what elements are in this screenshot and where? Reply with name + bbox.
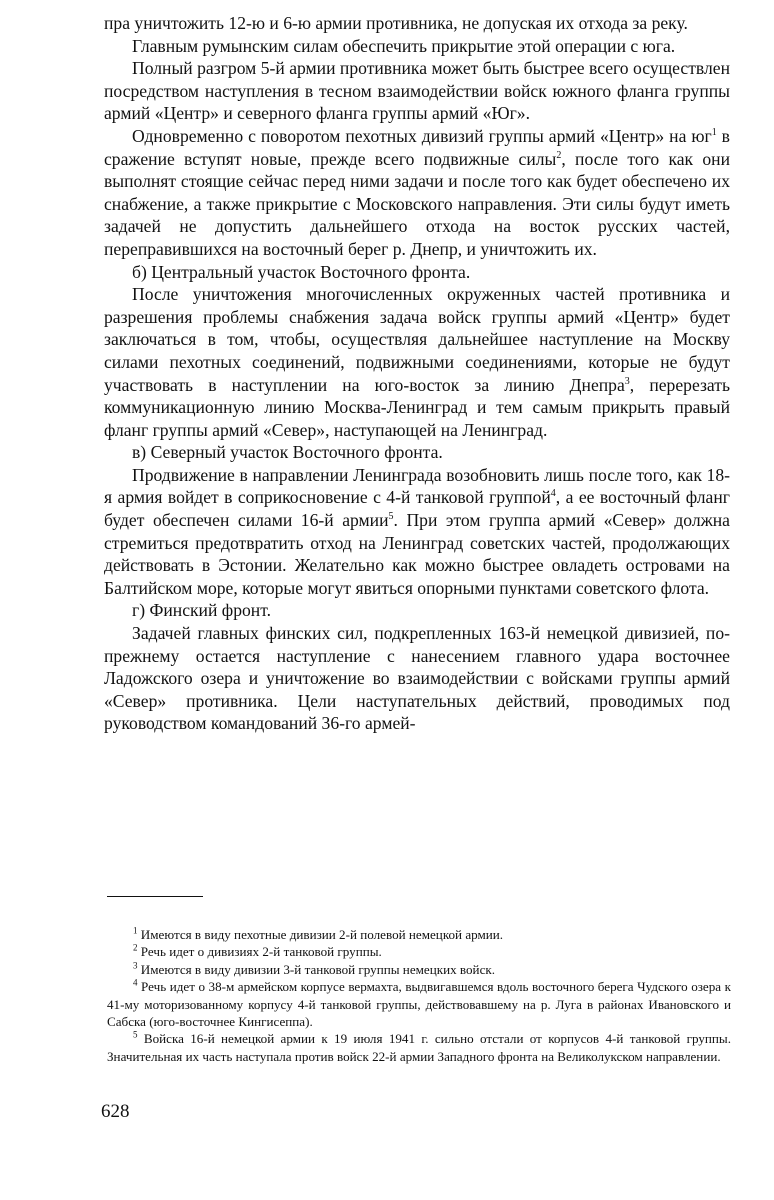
paragraph-text: , перерезать коммуникационную линию Москва-Ленинград и тем самым прикрыть правый фланг группы армий «Север», наступающей на Ленинград. [104, 374, 730, 440]
footnote-text: Речь идет о 38-м армейском корпусе вермахта, выдвигавшемся вдоль восточного берега Чудского озера к 41-му моторизованному корпусу 4-й танковой группы, действовавшему на р. Луга в районах Ивановского и Сабска (юго-восточнее Кингисеппа). [107, 979, 731, 1030]
footnote-text: Имеются в виду дивизии 3-й танковой группы немецких войск. [140, 961, 496, 977]
paragraph-text: , после того как они выполнят стоящие сейчас перед ними задачи и после того как будет обеспечено их снабжение, а также прикрытие с Московского направления. Эти силы будут иметь задачей не допустить дальнейшего отхода на восток русских частей, переправившихся на восточный берег р. Днепр, и уничтожить их. [104, 148, 730, 259]
footnote-ref: 2 [556, 149, 562, 161]
footnote-divider [107, 896, 203, 897]
paragraph [104, 283, 730, 441]
section-heading: в) Северный участок Восточного фронта. [132, 442, 443, 463]
footnote-ref: 1 [711, 127, 717, 139]
paragraph-text: . При этом группа армий «Север» должна стремиться предотвратить отход на Ленинград советских частей, продолжающих действовать в Эстонии. Желательно как можно быстрее овладеть островами на Балтийском море, которые могут явиться опорными пунктами советского флота. [104, 510, 730, 598]
paragraph [104, 464, 730, 600]
footnote-text: Имеются в виду пехотные дивизии 2-й полевой немецкой армии. [140, 927, 504, 942]
paragraph: Полный разгром 5-й армии противника может быть быстрее всего осуществлен посредством наступления в тесном взаимодействии войск южного фланга группы армий «Центр» и северного фланга группы армий «Юг». [104, 58, 730, 124]
footnote-mark: 1 [133, 925, 138, 936]
footnotes [107, 926, 731, 1065]
paragraph: пра уничтожить 12-ю и 6-ю армии противника, не допуская их отхода за реку. [104, 13, 688, 33]
paragraph: Главным румынским силам обеспечить прикрытие этой операции с юга. [132, 35, 676, 56]
section-heading: г) Финский фронт. [132, 600, 271, 621]
page-content [104, 12, 730, 735]
paragraph-text: , а ее восточный фланг будет обеспечен силами 16-й армии [104, 487, 730, 531]
footnote-ref: 3 [624, 375, 630, 387]
paragraph-text: в сражение вступят новые, прежде всего подвижные силы [104, 125, 730, 169]
paragraph [104, 125, 730, 261]
paragraph-text: Одновременно с поворотом пехотных дивизий группы армий «Центр» на юг [132, 125, 712, 146]
footnote [107, 961, 731, 978]
footnote-ref: 4 [550, 488, 556, 500]
footnote-text: Войска 16-й немецкой армии к 19 июля 1941 г. сильно отстали от корпусов 4-й танковой группы. Значительная их часть наступала против войск 22-й армии Западного фронта на Великолукском направлении. [107, 1031, 731, 1064]
footnote-text: Речь идет о дивизиях 2-й танковой группы. [140, 944, 382, 960]
footnote [107, 943, 731, 960]
footnote-ref: 5 [388, 511, 394, 523]
footnote [107, 926, 731, 943]
footnote-mark: 3 [133, 960, 138, 971]
paragraph-text: Продвижение в направлении Ленинграда возобновить лишь после того, как 18-я армия войдет в соприкосновение с 4-й танковой группой [104, 464, 730, 508]
section-heading: б) Центральный участок Восточного фронта. [132, 261, 471, 282]
body-text [104, 12, 730, 735]
page-number: 628 [101, 1101, 130, 1122]
footnote [107, 978, 731, 1030]
footnote-mark: 5 [133, 1030, 138, 1041]
footnote [107, 1030, 731, 1065]
paragraph: Задачей главных финских сил, подкрепленных 163-й немецкой дивизией, по-прежнему остается наступление с нанесением главного удара восточнее Ладожского озера и уничтожение во взаимодействии с войсками группы армий «Север» противника. Цели наступательных действий, проводимых под руководством командований 36-го армей- [104, 623, 730, 734]
footnote-mark: 4 [133, 977, 138, 988]
paragraph-text: После уничтожения многочисленных окруженных частей противника и разрешения проблемы снабжения задача войск группы армий «Центр» будет заключаться в том, чтобы, осуществляя дальнейшее наступление на Москву силами пехотных соединений, подвижными соединениями, которые не будут участвовать в наступлении на юго-восток за линию Днепра [104, 284, 730, 395]
footnote-mark: 2 [133, 943, 138, 954]
